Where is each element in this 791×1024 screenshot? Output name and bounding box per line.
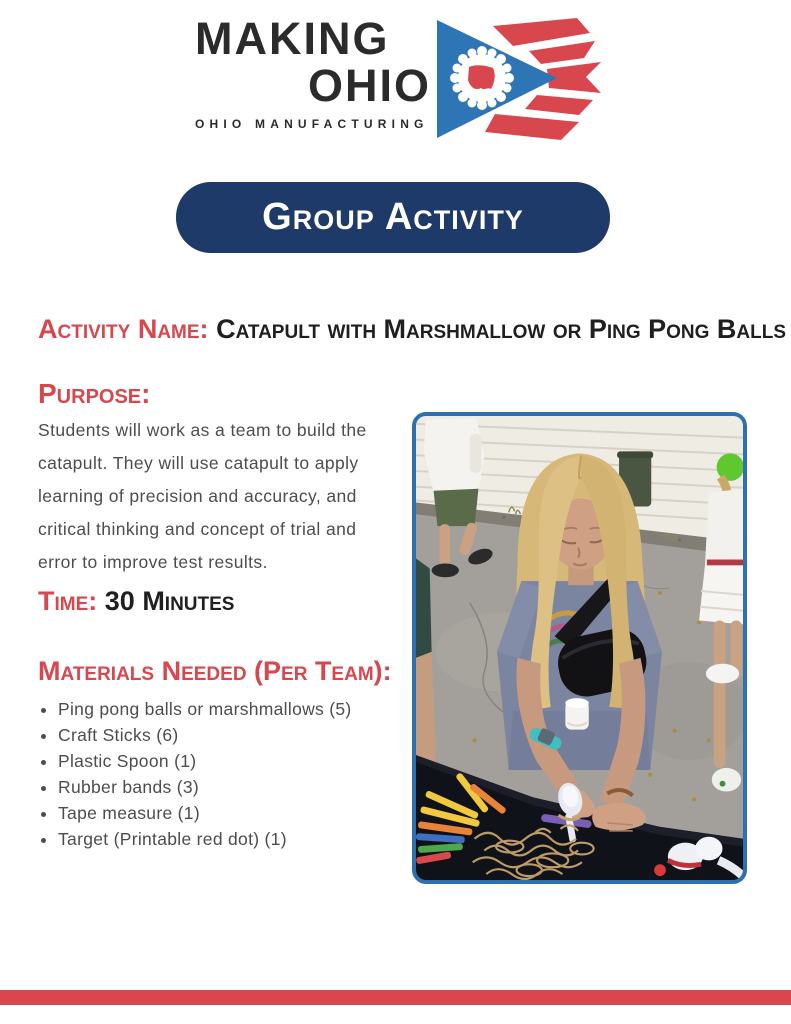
activity-photo [412,412,747,884]
material-item: • Tape measure (1) [58,804,408,823]
materials-list [58,700,408,856]
material-item: • Target (Printable red dot) (1) [58,830,408,849]
materials-heading: Materials Needed (Per Team): [38,656,392,686]
activity-name-line [38,314,786,345]
time-label: Time: [38,586,98,616]
material-item: • Ping pong balls or marshmallows (5) [58,700,408,719]
activity-photo-illustration [416,416,743,880]
banner-label: Group Activity [262,196,524,238]
activity-name-label: Activity Name: [38,314,209,344]
group-activity-banner [176,182,610,253]
logo-word-making: MAKING [195,13,390,64]
footer-accent-bar [0,990,791,1005]
material-item: • Plastic Spoon (1) [58,752,408,771]
activity-name-value: Catapult with Marshmallow or Ping Pong Balls [216,314,787,344]
purpose-heading: Purpose: [38,378,151,409]
ohio-flag-icon [437,18,601,142]
time-line [38,586,234,617]
purpose-body-text: Students will work as a team to build the catapult. They will use catapult to apply learning of precision and accuracy, and critical thinking and concept of trial and error to improve test results. [38,420,367,572]
logo-tagline: OHIO MANUFACTURING [195,117,429,131]
making-ohio-logo [195,13,605,146]
logo-text [195,13,431,131]
material-item: • Craft Sticks (6) [58,726,408,745]
time-value: 30 Minutes [104,586,235,616]
logo-word-ohio: OHIO [307,60,431,111]
material-item: • Rubber bands (3) [58,778,408,797]
